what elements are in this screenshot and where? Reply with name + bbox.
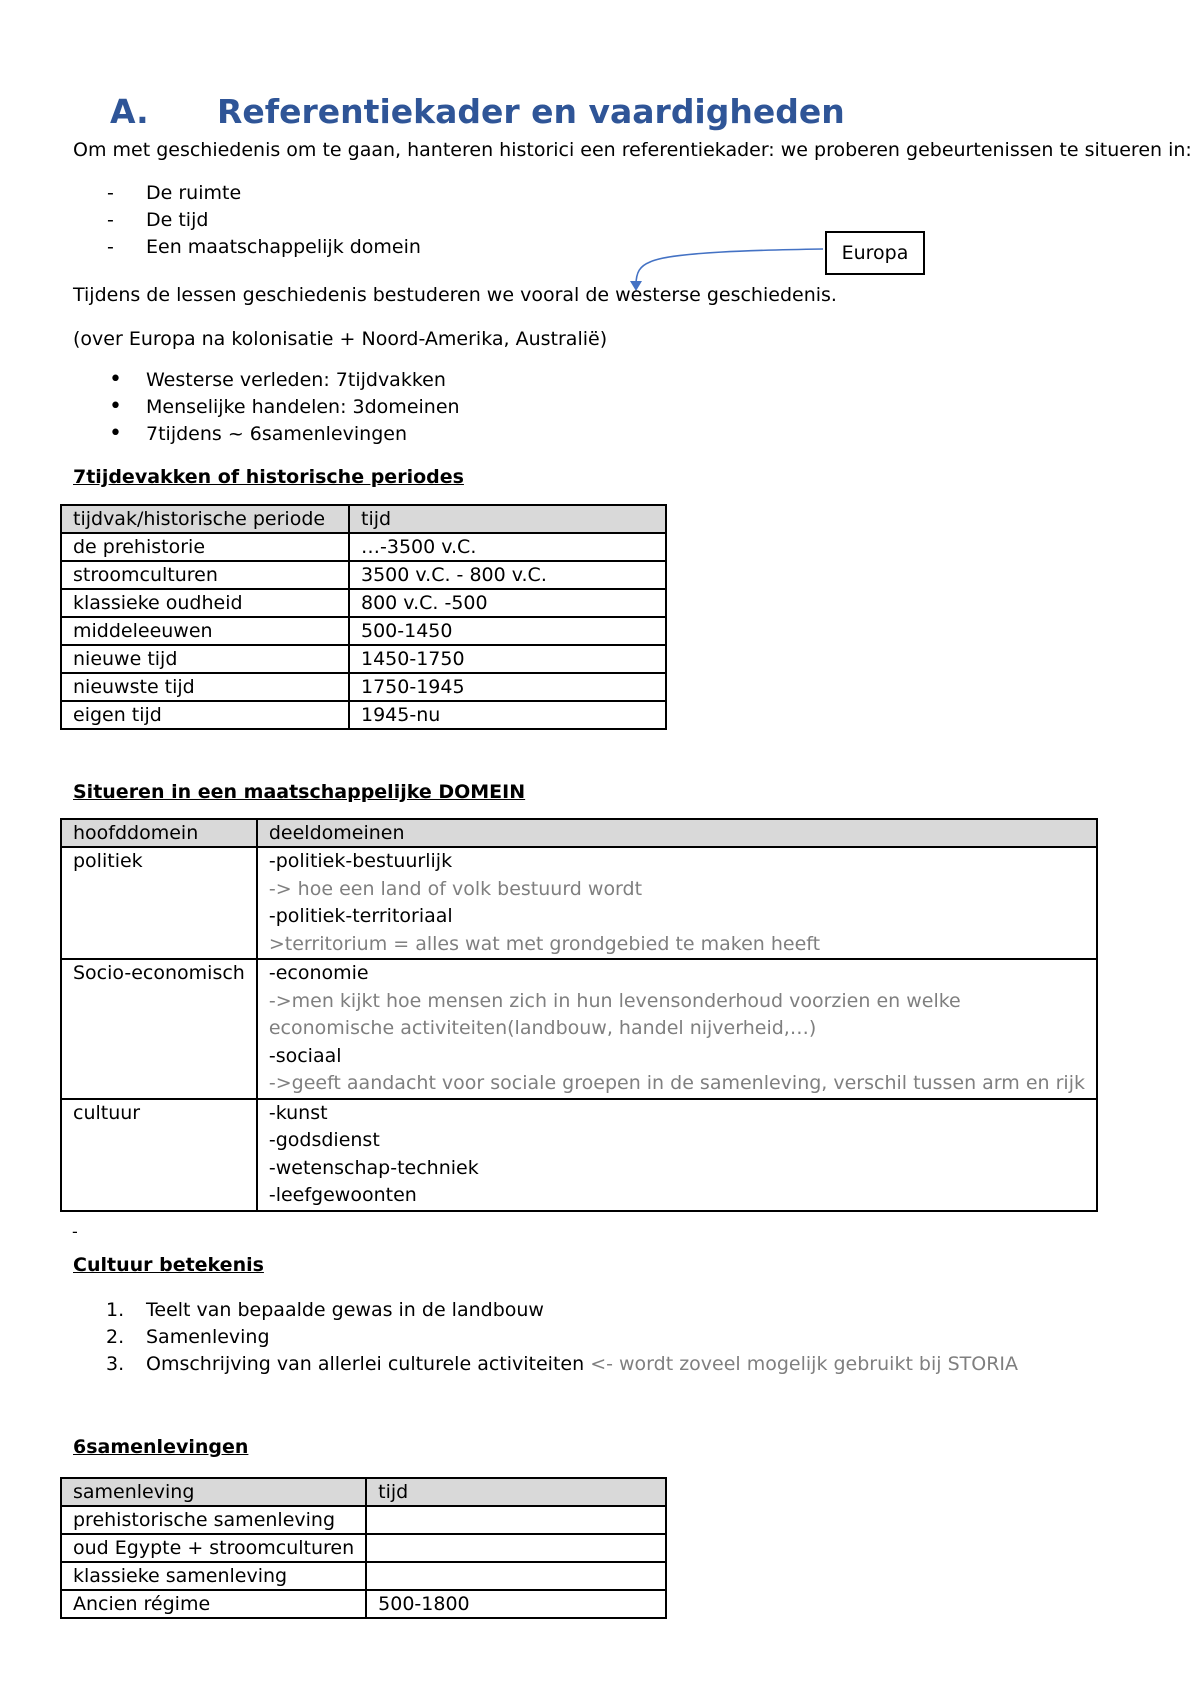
bullet-icon: • xyxy=(109,394,122,419)
storia-note: <- wordt zoveel mogelijk gebruikt bij STORIA xyxy=(590,1353,1019,1375)
section-title: Referentiekader en vaardigheden xyxy=(217,92,845,131)
list-item: - De ruimte xyxy=(107,182,242,204)
table-header-row xyxy=(61,505,666,533)
intro-paragraph: Om met geschiedenis om te gaan, hanteren historici een referentiekader: we proberen gebeurtenissen te situeren in: xyxy=(73,139,1192,161)
domains-table xyxy=(60,818,1098,1212)
callout-box: Europa xyxy=(825,231,925,275)
table-row: klassieke samenleving xyxy=(61,1562,666,1590)
list-item: • Menselijke handelen: 3domeinen xyxy=(109,394,460,419)
table-row xyxy=(61,1099,1097,1211)
list-item: - Een maatschappelijk domein xyxy=(107,236,421,258)
list-item: 1. Teelt van bepaalde gewas in de landbouw xyxy=(106,1299,544,1321)
column-header: tijdvak/historische periode xyxy=(61,505,349,533)
societies-table xyxy=(60,1477,667,1619)
table-header-row xyxy=(61,1478,666,1506)
list-item: - De tijd xyxy=(107,209,209,231)
list-item: 2. Samenleving xyxy=(106,1326,270,1348)
table-row: stroomculturen 3500 v.C. - 800 v.C. xyxy=(61,561,666,589)
table-row: eigen tijd 1945-nu xyxy=(61,701,666,729)
table-row: de prehistorie …-3500 v.C. xyxy=(61,533,666,561)
table-row: oud Egypte + stroomculturen xyxy=(61,1534,666,1562)
table-header-row xyxy=(61,819,1097,847)
table-row: Ancien régime 500-1800 xyxy=(61,1590,666,1618)
list-item: 3. Omschrijving van allerlei culturele activiteiten <- wordt zoveel mogelijk gebruikt bij STORIA xyxy=(106,1353,1019,1375)
column-header: samenleving xyxy=(61,1478,366,1506)
callout-arrow xyxy=(0,0,1200,320)
periods-table xyxy=(60,504,667,730)
dash-marker: - xyxy=(107,236,114,258)
list-item: • Westerse verleden: 7tijdvakken xyxy=(109,367,446,392)
focus-note: (over Europa na kolonisatie + Noord-Amerika, Australië) xyxy=(73,328,608,350)
column-header: tijd xyxy=(349,505,666,533)
table-row: prehistorische samenleving xyxy=(61,1506,666,1534)
periods-heading: 7tijdevakken of historische periodes xyxy=(73,466,464,488)
list-item: • 7tijdens ~ 6samenlevingen xyxy=(109,421,407,446)
dash-marker: - xyxy=(107,182,114,204)
culture-list xyxy=(73,1297,1018,1378)
column-header: hoofddomein xyxy=(61,819,257,847)
domain-main: politiek xyxy=(61,847,257,959)
table-row xyxy=(61,847,1097,959)
focus-text: Tijdens de lessen geschiedenis bestuderen we vooral de westerse geschiedenis. xyxy=(73,284,837,306)
dash-marker: - xyxy=(107,209,114,231)
domain-main: cultuur xyxy=(61,1099,257,1211)
table-row: middeleeuwen 500-1450 xyxy=(61,617,666,645)
bullet-icon: • xyxy=(109,421,122,446)
arrow-line xyxy=(636,249,823,285)
table-row xyxy=(61,959,1097,1099)
table-row: nieuwe tijd 1450-1750 xyxy=(61,645,666,673)
table-row: klassieke oudheid 800 v.C. -500 xyxy=(61,589,666,617)
section-number: A. xyxy=(110,92,149,131)
stray-dash: - xyxy=(72,1222,78,1241)
table-row: nieuwste tijd 1750-1945 xyxy=(61,673,666,701)
societies-heading: 6samenlevingen xyxy=(73,1436,249,1458)
domains-heading: Situeren in een maatschappelijke DOMEIN xyxy=(73,781,526,803)
column-header: tijd xyxy=(366,1478,666,1506)
domain-main: Socio-economisch xyxy=(61,959,257,1099)
column-header: deeldomeinen xyxy=(257,819,1097,847)
culture-heading: Cultuur betekenis xyxy=(73,1254,264,1276)
domain-subs: -kunst -godsdienst -wetenschap-techniek -leefgewoonten xyxy=(257,1099,1097,1211)
bullet-icon: • xyxy=(109,367,122,392)
summary-list xyxy=(73,367,460,448)
domain-subs: -economie ->men kijkt hoe mensen zich in hun levensonderhoud voorzien en welke economische activiteiten(landbouw, handel nijverheid,…) -sociaal ->geeft aandacht voor sociale groepen in de samenleving, verschil tussen arm en rijk xyxy=(257,959,1097,1099)
domain-subs: -politiek-bestuurlijk -> hoe een land of volk bestuurd wordt -politiek-territoriaal >territorium = alles wat met grondgebied te maken heeft xyxy=(257,847,1097,959)
